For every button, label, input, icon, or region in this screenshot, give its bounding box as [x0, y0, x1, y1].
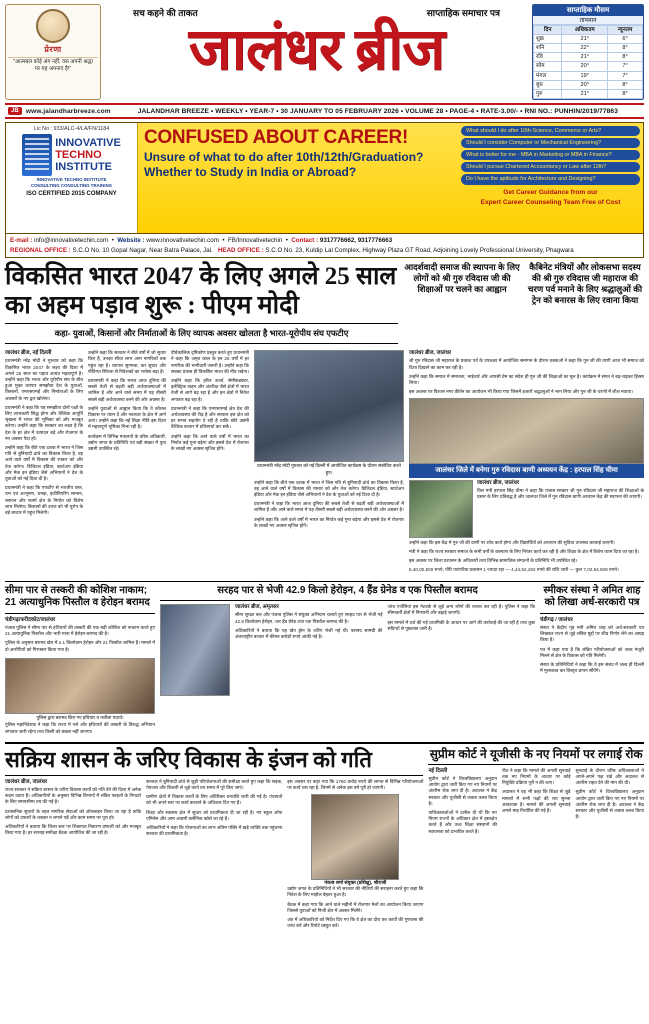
paragraph: सुनवाई के दौरान वरिष्ठ अधिवक्ताओं ने अपने-अपने पक्ष रखे और अदालत से अंतरिम राहत देने की मांग की थी।	[575, 767, 644, 786]
weather-box	[532, 4, 644, 100]
weather-day: सोम	[534, 62, 562, 71]
paragraph: सुप्रीम कोर्ट ने विश्वविद्यालय अनुदान आयोग द्वारा जारी किए गए नए नियमों पर अंतरिम रोक लगा दी है। अदालत ने केंद्र सरकार और यूजीसी से जवाब तलब किया है।	[428, 775, 497, 806]
edition-infobar	[5, 103, 644, 119]
ad-logo-caption: INNOVATIVE TECHNO INSTITUTE	[36, 177, 107, 182]
numbers-note: 5,40,00,500 रुपये, पीरि पारंपरिक प्रशासन 1 ज्यादा रहा — 4,44,62,192 रुपये की राशि जारी — कुल 7,02,54,609 रुपये।	[409, 567, 619, 573]
governance-col-1	[5, 779, 141, 933]
weather-subheading: तापमान	[533, 16, 643, 25]
paragraph: प्रधानमंत्री ने कहा कि एफटीए से भारतीय वस्त्र, रत्न एवं आभूषण, चमड़ा, इंजीनियरिंग सामान, रसायन और फार्मा क्षेत्र के निर्यात को विशेष लाभ मिलेगा। किसानों की उपज को भी यूरोप के बड़े बाजार में पहुंच मिलेगी।	[5, 485, 83, 516]
crime-center-photo	[160, 604, 230, 696]
right-story-1-body	[409, 350, 644, 395]
byline: चंडीगढ़/फरीदकोट/जालंधर	[5, 616, 56, 623]
paragraph: उद्योग जगत के प्रतिनिधियों ने भी सरकार की नीतियों की सराहना करते हुए कहा कि निवेश के लिए माहौल बेहतर हुआ है।	[287, 886, 424, 898]
governance-col-3-text	[287, 779, 423, 791]
governance-col-2	[146, 779, 282, 933]
crime-left-caption: पुलिस द्वारा बरामद किए गए हथियार व नशीला पदार्थ।	[36, 714, 124, 720]
website-link[interactable]: www.jalandharbreeze.com	[25, 107, 111, 115]
weather-max: 20°	[562, 62, 608, 71]
weather-max: 19°	[562, 71, 608, 80]
paragraph: संस्था ने केंद्रीय गृह मंत्री अमित शाह को अर्ध-सरकारी पत्र लिखकर राज्य से जुड़े लंबित मुद्दों पर शीघ्र निर्णय लेने का आग्रह किया है।	[540, 624, 644, 643]
paragraph: सरकार ने बुनियादी ढांचे से जुड़ी परियोजनाओं की समीक्षा करते हुए कहा कि सड़क, पेयजल और बिजली से जुड़े कार्य तय समय में पूरे किए जाएं।	[146, 778, 283, 790]
paragraph: पंजाब पुलिस ने सीमा पार से हथियारों की तस्करी की एक बड़ी कोशिश को नाकाम करते हुए 21 अत्याधुनिक पिस्तौल और भारी मात्रा में हेरोइन बरामद की है।	[5, 624, 155, 637]
byline: जालंधर ब्रीज, जालंधर	[5, 778, 48, 785]
weather-max: 21°	[562, 53, 608, 62]
smiker-story	[540, 585, 644, 738]
weather-min: 7°	[608, 71, 643, 80]
ad-institute-block	[6, 123, 138, 233]
paragraph: प्रधानमंत्री ने कहा कि एमएसएमई क्षेत्र देश की अर्थव्यवस्था की रीढ़ है और सरकार इस क्षेत्र को हर संभव सहयोग दे रही है ताकि छोटे उद्यमी वैश्विक बाजार में प्रतिस्पर्धा कर सकें।	[171, 405, 249, 430]
right-photo-1	[409, 398, 644, 464]
tagline-right: साप्ताहिक समाचार पत्र	[426, 8, 500, 18]
paragraph: संस्था के प्रतिनिधियों ने कहा कि वे इस संबंध में जल्द ही दिल्ली में मुलाकात कर विस्तृत ज्ञापन सौंपेंगे।	[540, 661, 644, 674]
governance-story	[5, 747, 423, 933]
paragraph: जांच एजेंसियां इस नेटवर्क से जुड़े अन्य लोगों की तलाश कर रही हैं। पुलिस ने कहा कि सीमावर्ती क्षेत्रों में निगरानी और बढ़ाई जाएगी।	[387, 604, 535, 616]
paragraph: इस अवसर पर जिला प्रशासन के अधिकारी तथा विभिन्न सामाजिक संगठनों के प्रतिनिधि भी उपस्थित रहे।	[409, 558, 578, 564]
right-story-2-headline: कैबिनेट मंत्रियों और लोकसभा सदस्य की श्री गुरु रविदास जी महाराज की चरण पर्व मनाने के लिए श्रद्धालुओं की ट्रेन को बनारस के लिए रवाना किया	[527, 262, 643, 306]
crime-left-body-cont	[5, 722, 155, 734]
right-story-2-banner: जालंधर जिले में बनेगा गुरु रविदास बाणी अध्ययन केंद्र : हरपाल सिंह चीमा	[409, 464, 644, 477]
right-stories-block	[409, 350, 644, 576]
logo-badge: JB	[8, 107, 22, 115]
list-item: What should I do after 10th-Science, Commerce or Arts?	[461, 126, 640, 136]
smiker-body	[540, 617, 644, 675]
paragraph: अधिकारियों ने बताया कि जिला स्तर पर शिकायत निवारण प्रणाली को और मजबूत किया गया है। हर सप्ताह समीक्षा बैठक आयोजित की जा रही है।	[5, 823, 142, 836]
table-row	[534, 53, 643, 62]
email-value[interactable]: info@innovativetechin.com	[34, 237, 109, 244]
column-3	[171, 350, 249, 576]
weather-day: शुक्र	[534, 35, 562, 44]
paragraph: कार्यक्रम में विभिन्न मंत्रालयों के वरिष्ठ अधिकारी, उद्योग जगत के प्रतिनिधि एवं बड़ी संख्या में युवा उद्यमी उपस्थित रहे।	[88, 433, 166, 452]
portrait-photo	[311, 794, 399, 880]
governance-headline: सक्रिय शासन के जरिए विकास के इंजन को गति	[5, 746, 372, 772]
list-item: Should I pursue Chartered Accountancy or Law after 12th?	[461, 162, 640, 172]
ugc-col-3	[575, 768, 644, 838]
ad-name-line2: TECHNO	[55, 149, 102, 161]
tagline-left: सच कहने की ताकत	[133, 8, 198, 18]
weather-min: 8°	[608, 53, 643, 62]
ad-logo-sub: CONSULTING CONSULTING TRAINING	[30, 183, 113, 188]
ad-cta-line1: Get Career Guidance from our	[503, 188, 598, 196]
crime-left-body	[5, 617, 155, 656]
masthead-center	[101, 4, 532, 100]
byline: जालंधर ब्रीज, जालंधर	[477, 479, 520, 486]
ad-iso: ISO CERTIFIED 2015 COMPANY	[26, 191, 117, 197]
weather-min: 7°	[608, 62, 643, 71]
head-office-value: S.C.O No. 23, Kuldip Lal Complex, Highway Plaza GT Road, Adjoining Lovely Professional University, Phagwara	[265, 246, 574, 254]
ugc-headline: सुप्रीम कोर्ट ने यूजीसी के नए नियमों पर लगाई रोक	[429, 746, 643, 761]
right-headlines	[403, 262, 644, 347]
table-row	[534, 80, 643, 89]
weather-day: गुरु	[534, 89, 562, 98]
crime-story-center	[160, 585, 535, 738]
facebook-label[interactable]: FB/Innovativetechin	[227, 237, 283, 244]
paragraph: उन्होंने कहा कि बीते एक दशक में भारत ने जिस गति से बुनियादी ढांचे का विकास किया है, वह आने वाले वर्षों में विकास की रफ्तार को और तेज करेगा। डिजिटल इंडिया, स्टार्टअप इंडिया और मेक इन इंडिया जैसे अभियानों ने देश के युवाओं को नई दिशा दी है।	[254, 479, 404, 497]
weather-col-max: अधिकतम	[562, 26, 608, 35]
paragraph: इस अवसर पर कहा गया कि 1780 करोड़ रुपये की लागत से विभिन्न परियोजनाओं पर कार्य चल रहा है, जिनमें से अनेक इस वर्ष पूरी हो जाएंगी।	[287, 778, 424, 790]
right-story-1-header	[403, 262, 521, 347]
crime-center-body	[235, 604, 383, 696]
paragraph: उन्होंने कहा कि आने वाले वर्षों में भारत का निर्यात कई गुना बढ़ेगा और इससे देश में रोजगार के लाखों नए अवसर सृजित होंगे।	[254, 516, 404, 528]
contact-label: Contact :	[291, 237, 319, 244]
column-2	[88, 350, 166, 576]
paragraph: अधिकारियों ने कहा कि योजनाओं का लाभ अंतिम पंक्ति में खड़े व्यक्ति तक पहुंचाना सरकार की प्राथमिकता है।	[146, 824, 283, 837]
paragraph: इस मामले में दर्ज की गई प्राथमिकी के आधार पर आगे की कार्रवाई की जा रही है तथा कुछ संदिग्धों से पूछताछ जारी है।	[387, 619, 535, 631]
seal-icon	[36, 9, 70, 43]
paragraph: दीर्घकालिक दृष्टिकोण प्रस्तुत करते हुए प्रधानमंत्री ने कहा कि अमृत काल के इन 25 वर्षों में हर नागरिक की भागीदारी जरूरी है। उन्होंने कहा कि सबका प्रयास ही विकसित भारत की नींव रखेगा।	[171, 350, 249, 374]
weather-min: 8°	[608, 80, 643, 89]
paragraph: शिक्षा और स्वास्थ्य क्षेत्र में सुधार को प्राथमिकता दी जा रही है। नए स्कूल ऑफ एमिनेंस और आम आदमी क्लीनिक खोले जा रहे हैं।	[146, 809, 283, 821]
head-office-label: HEAD OFFICE :	[217, 246, 264, 254]
masthead	[5, 4, 644, 100]
paragraph: बैठक में कहा गया कि आने वाले महीनों में रोजगार मेलों का आयोजन किया जाएगा जिससे युवाओं को निजी क्षेत्र में अवसर मिलेंगे।	[287, 901, 424, 913]
weather-col-min: न्यूनतम	[608, 26, 643, 35]
byline: नई दिल्ली	[428, 767, 448, 774]
crime-story-left	[5, 585, 155, 738]
paragraph: उन्होंने कहा कि समाज में समानता, भाईचारे और आपसी प्रेम का संदेश ही गुरु जी की शिक्षाओं का मूल है। कार्यक्रम में संगत ने बढ़-चढ़कर हिस्सा लिया।	[409, 373, 644, 386]
ad-sub2: Whether to Study in India or Abroad?	[144, 165, 357, 179]
lead-story-header	[5, 262, 398, 347]
regional-office-label: REGIONAL OFFICE :	[10, 246, 71, 254]
paragraph: उन्होंने कहा कि हरित ऊर्जा, सेमीकंडक्टर, इलेक्ट्रिक वाहन और अंतरिक्ष जैसे क्षेत्रों में भारत तेजी से आगे बढ़ रहा है और इन क्षेत्रों में निवेश लगातार बढ़ रहा है।	[171, 378, 249, 402]
paragraph: अदालत ने यह भी कहा कि शिक्षा से जुड़े मामलों में सभी पक्षों की राय सुनना आवश्यक है। मामले की अगली सुनवाई अगले माह निर्धारित की गई है।	[501, 789, 571, 813]
bottom-section	[5, 742, 644, 933]
ad-name-line1: INNOVATIVE	[55, 137, 121, 149]
website-label: Website :	[117, 237, 145, 244]
website-value[interactable]: www.innovativetechin.com	[146, 237, 219, 244]
ugc-col-1	[428, 768, 497, 838]
right-story-2-body	[477, 480, 644, 538]
weather-min: 8°	[608, 89, 643, 98]
paragraph: पीठ ने कहा कि मामले की अगली सुनवाई तक नए नियमों के आधार पर कोई नियुक्ति प्रक्रिया पूरी न की जाए।	[501, 767, 571, 786]
byline: जालंधर ब्रीज, अमृतसर	[235, 604, 279, 611]
paragraph: वित्त मंत्री हरपाल सिंह चीमा ने कहा कि पंजाब सरकार श्री गुरु रविदास जी महाराज की शिक्षाओं के प्रसार के लिए प्रतिबद्ध है और जालंधर जिले में गुरु रविदास बाणी अध्ययन केंद्र की स्थापना की जाएगी।	[477, 488, 644, 500]
list-item: What is better for me - MBA in Marketing or MBA in Finance?	[461, 150, 640, 160]
column-4	[254, 480, 404, 529]
byline: जालंधर ब्रीज, जालंधर	[409, 350, 452, 357]
right-story-2-header	[526, 262, 644, 347]
governance-col-3-text-2	[287, 886, 423, 929]
ad-institute-name	[55, 137, 121, 173]
inspiration-quote: "आत्मबल कोई अंग नहीं, वस अपनी श्रद्धा पर यह अपनाए है!"	[8, 57, 98, 75]
ad-cta-line2: Expert Career Counseling Team Free of Cost	[480, 199, 621, 207]
table-row	[534, 62, 643, 71]
right-story-1-headline: आदर्शवादी समाज की स्थापना के लिए लोगों को श्री गुरु रविदास जी की शिक्षाओं पर चलने का आह्वान	[404, 262, 520, 295]
page-title: विकसित भारत 2047 के लिए अगले 25 साल का अहम पड़ाव शुरू : पीएम मोदी	[5, 263, 397, 320]
weather-day: रवि	[534, 53, 562, 62]
paragraph: प्रशासनिक सुधारों के तहत नागरिक सेवाओं को ऑनलाइन किया जा रहा है ताकि लोगों को दफ्तरों के चक्कर न लगाने पड़ें और काम समय पर पूरा हो।	[5, 808, 142, 820]
ad-licence: Lic No : 933/ALC-4/LA/FN/1184	[33, 126, 110, 132]
table-row	[534, 89, 643, 98]
ad-headline: CONFUSED ABOUT CAREER!	[144, 127, 408, 148]
advertisement-banner[interactable]	[5, 122, 644, 234]
paragraph: उन्होंने कहा कि इस केंद्र में गुरु जी की वाणी पर शोध कार्य होगा और विद्यार्थियों को अध्ययन की सुविधा उपलब्ध करवाई जाएगी।	[409, 539, 615, 545]
paragraph: उन्होंने कहा कि सरकार ने बीते वर्षों में जो सुधार किए हैं, उनका सीधा लाभ आम नागरिकों तक पहुंच रहा है। व्यापार सुगमता, कर सुधार और नीतिगत स्थिरता से निवेशकों का भरोसा बढ़ा है।	[88, 350, 166, 374]
weather-col-day: दिन	[534, 26, 562, 35]
weather-max: 21°	[562, 35, 608, 44]
paragraph: अधिकारियों ने बताया कि यह खेप ड्रोन के जरिए भेजी गई थी। बरामद सामग्री की अंतरराष्ट्रीय बाजार में कीमत करोड़ों रुपये आंकी गई है।	[235, 627, 383, 639]
paragraph: प्रधानमंत्री नरेंद्र मोदी ने गुरुवार को कहा कि विकसित भारत 2047 के लक्ष्य की दिशा में अगले 25 साल का पड़ाव अत्यंत महत्वपूर्ण है। उन्होंने कहा कि भारत और यूरोपीय संघ के बीच हुआ मुक्त व्यापार समझौता देश के युवाओं, किसानों, एमएसएमई और निर्माताओं के लिए अवसरों के नए द्वार खोलेगा।	[5, 358, 83, 401]
ad-question-list	[461, 123, 643, 233]
paragraph: सीमा सुरक्षा बल और पंजाब पुलिस ने संयुक्त अभियान चलाते हुए सरहद पार से भेजी गई 42.9 किलोग्राम हेरोइन, चार हैंड ग्रेनेड तथा एक पिस्तौल बरामद की है।	[235, 612, 383, 624]
ad-contact-strip: E-mail : info@innovativetechin.com • Website : www.innovativetechin.com • FB/Innovativetechin • Contact : 9317776662, 9317776663 REGIONAL OFFICE : S.C.O No. 10 Gopal Nagar, Near Batra Palace, Jal. HEAD OFFICE : S.C.O No. 23, Kuldip Lal Complex, Highway Plaza GT Road, Adjoining Lovely Professional University, Phagwara	[5, 234, 644, 258]
weather-day: शनि	[534, 44, 562, 53]
paragraph: इस अवसर पर विशाल नगर कीर्तन का आयोजन भी किया गया जिसमें हजारों श्रद्धालुओं ने भाग लिया और गुरु जी के चरणों में शीश नवाया।	[409, 389, 633, 395]
crime-left-headline: सीमा पार से तस्करी की कोशिश नाकाम; 21 अत्याधुनिक पिस्तौल व हेरोइन बरामद	[5, 584, 150, 609]
column-1	[5, 350, 83, 576]
second-section	[5, 581, 644, 738]
building-icon	[22, 134, 52, 176]
right-photo-2	[409, 480, 473, 538]
weather-day: बुध	[534, 80, 562, 89]
table-row	[534, 71, 643, 80]
crime-center-body-2	[388, 604, 536, 696]
byline: जालंधर ब्रीज, नई दिल्ली	[5, 350, 52, 357]
weather-max: 22°	[562, 44, 608, 53]
lead-subhead: कहा- युवाओं, किसानों और निर्माताओं के लिए व्यापक अवसर खोलता है भारत-यूरोपीय संघ एफटीए	[54, 328, 349, 339]
ad-message	[138, 123, 461, 233]
crime-center-headline: सरहद पार से भेजी 42.9 किलो हेरोइन, 4 हैंड ग्रेनेड व एक पिस्तौल बरामद	[217, 584, 478, 596]
headline-row	[5, 262, 644, 347]
table-row	[534, 44, 643, 53]
paragraph: उन्होंने युवाओं से आह्वान किया कि वे कौशल विकास पर ध्यान दें और नवाचार के क्षेत्र में आगे आएं। उन्होंने कहा कि नई शिक्षा नीति इस दिशा में महत्वपूर्ण भूमिका निभा रही है।	[88, 405, 166, 430]
ad-name-line3: INSTITUTE	[55, 161, 113, 173]
newspaper-title: जालंधर ब्रीज	[188, 17, 445, 82]
list-item: Do I have the aptitude for Architecture and Designing?	[461, 174, 640, 184]
paragraph: उन्होंने कहा कि आने वाले वर्षों में भारत का निर्यात कई गुना बढ़ेगा और इससे देश में रोजगार के लाखों नए अवसर सृजित होंगे।	[171, 433, 249, 452]
paragraph: पुलिस के अनुसार बरामद खेप में 2.1 किलोग्राम हेरोइन और 21 पिस्तौल शामिल हैं। मामले में दो आरोपियों को गिरफ्तार किया गया है।	[5, 640, 155, 652]
paragraph: प्रधानमंत्री ने कहा कि यह समझौता दोनों पक्षों के लिए लाभकारी सिद्ध होगा और वैश्विक आपूर्ति श्रृंखला में भारत की भूमिका को और मजबूत करेगा। उन्होंने कहा कि सरकार का लक्ष्य है कि देश के हर क्षेत्र में उत्पादन बढ़े और रोजगार के नए अवसर पैदा हों।	[5, 404, 83, 441]
paragraph: मंत्री ने कहा कि राज्य सरकार समाज के सभी वर्गों के कल्याण के लिए निरंतर कार्य कर रही है और शिक्षा के क्षेत्र में विशेष ध्यान दिया जा रहा है।	[409, 549, 640, 555]
lead-photo-caption: प्रधानमंत्री नरेंद्र मोदी गुरुवार को नई दिल्ली में आयोजित कार्यक्रम के दौरान संबोधित करते हुए।	[257, 463, 401, 475]
weather-min: 8°	[608, 44, 643, 53]
governance-col-3	[287, 779, 423, 933]
smiker-headline: स्मीकर संस्था ने अमित शाह को लिखा अर्ध-सरकारी पत्र	[543, 584, 641, 609]
ugc-col-2	[502, 768, 571, 838]
paragraph: श्री गुरु रविदास जी महाराज के प्रकाश पर्व के उपलक्ष्य में आयोजित समागम के दौरान वक्ताओं ने कहा कि गुरु जी की वाणी आज भी समाज को दिशा दिखाने का काम कर रही है।	[409, 358, 644, 370]
paragraph: प्रधानमंत्री ने कहा कि भारत आज दुनिया की सबसे तेजी से बढ़ती बड़ी अर्थव्यवस्थाओं में शामिल है और आने वाले समय में यह तीसरी सबसे बड़ी अर्थव्यवस्था बनने की ओर अग्रसर है।	[88, 378, 166, 402]
inspiration-box	[5, 4, 101, 100]
inspiration-title: प्रेरणा	[44, 45, 62, 54]
edition-details: JALANDHAR BREEZE • WEEKLY • YEAR-7 • 30 JANUARY TO 05 FEBRUARY 2026 • VOLUME 28 • PAGE-4 • RATE-3.00/- • RNI NO.: PUNHIN/2019/77863	[137, 107, 618, 115]
byline: चंडीगढ़ / जालंधर	[540, 616, 573, 623]
weather-min: 6°	[608, 35, 643, 44]
crime-left-photo	[5, 658, 155, 714]
portrait-caption: पंकज शर्मा संयुक्त (प्रशिक्षु), श्रीराजी	[324, 881, 387, 887]
paragraph: सुप्रीम कोर्ट ने विश्वविद्यालय अनुदान आयोग द्वारा जारी किए गए नए नियमों पर अंतरिम रोक लगा दी है। अदालत ने केंद्र सरकार और यूजीसी से जवाब तलब किया है।	[575, 789, 644, 820]
paragraph: पुलिस महानिदेशक ने कहा कि राज्य में नशे और हथियारों की तस्करी के विरुद्ध अभियान लगातार जारी रहेगा तथा किसी को बख्शा नहीं जाएगा।	[5, 722, 155, 734]
paragraph: अंत में अधिकारियों को निर्देश दिए गए कि वे क्षेत्र का दौरा कर कार्यों की गुणवत्ता की जांच करें और रिपोर्ट प्रस्तुत करें।	[287, 916, 424, 929]
paragraph: उन्होंने कहा कि बीते एक दशक में भारत ने जिस गति से बुनियादी ढांचे का विकास किया है, वह आने वाले वर्षों में विकास की रफ्तार को और तेज करेगा। डिजिटल इंडिया, स्टार्टअप इंडिया और मेक इन इंडिया जैसे अभियानों ने देश के युवाओं को नई दिशा दी है।	[5, 445, 83, 482]
main-body	[5, 350, 644, 576]
weather-max: 21°	[562, 89, 608, 98]
paragraph: याचिकाकर्ताओं ने दलील दी थी कि नए नियम राज्यों के अधिकार क्षेत्र में हस्तक्षेप करते हैं और उच्च शिक्षा संस्थानों की स्वायत्तता को प्रभावित करते हैं।	[428, 809, 497, 834]
paragraph: ग्रामीण क्षेत्रों में विकास कार्यों के लिए अतिरिक्त धनराशि जारी की गई है। पंचायतों को भी अपने स्तर पर कार्य करवाने के अधिकार दिए गए हैं।	[146, 794, 283, 806]
right-story-2-body-cont	[409, 540, 644, 574]
weather-max: 20°	[562, 80, 608, 89]
ugc-story	[428, 747, 644, 933]
regional-office-value: S.C.O No. 10 Gopal Nagar, Near Batra Palace, Jal.	[72, 246, 213, 254]
contact-value: 9317776662, 9317776663	[319, 237, 393, 244]
table-row	[534, 35, 643, 44]
paragraph: प्रधानमंत्री ने कहा कि भारत आज दुनिया की सबसे तेजी से बढ़ती बड़ी अर्थव्यवस्थाओं में शामिल है और आने वाले समय में यह तीसरी सबसे बड़ी अर्थव्यवस्था बनने की ओर अग्रसर है।	[254, 501, 404, 513]
email-label: E-mail :	[10, 237, 33, 244]
lead-photo	[254, 350, 404, 462]
weather-day: मंगल	[534, 71, 562, 80]
weather-heading: साप्ताहिक मौसम	[533, 5, 643, 16]
list-item: Should I consider Computer or Mechanical Engineering?	[461, 138, 640, 148]
weather-table	[533, 25, 643, 99]
paragraph: पत्र में कहा गया है कि लंबित परियोजनाओं को जल्द मंजूरी मिलने से क्षेत्र के विकास को गति मिलेगी।	[540, 646, 644, 658]
lead-photo-block	[254, 350, 404, 576]
paragraph: राज्य सरकार ने सक्रिय शासन के जरिए विकास कार्यों को गति देने की दिशा में अनेक कदम उठाए हैं। अधिकारियों के अनुसार विभिन्न विभागों में लंबित फाइलों के निपटारे के लिए समयसीमा तय की गई है।	[5, 786, 142, 805]
ad-sub1: Unsure of what to do after 10th/12th/Graduation?	[144, 150, 424, 164]
